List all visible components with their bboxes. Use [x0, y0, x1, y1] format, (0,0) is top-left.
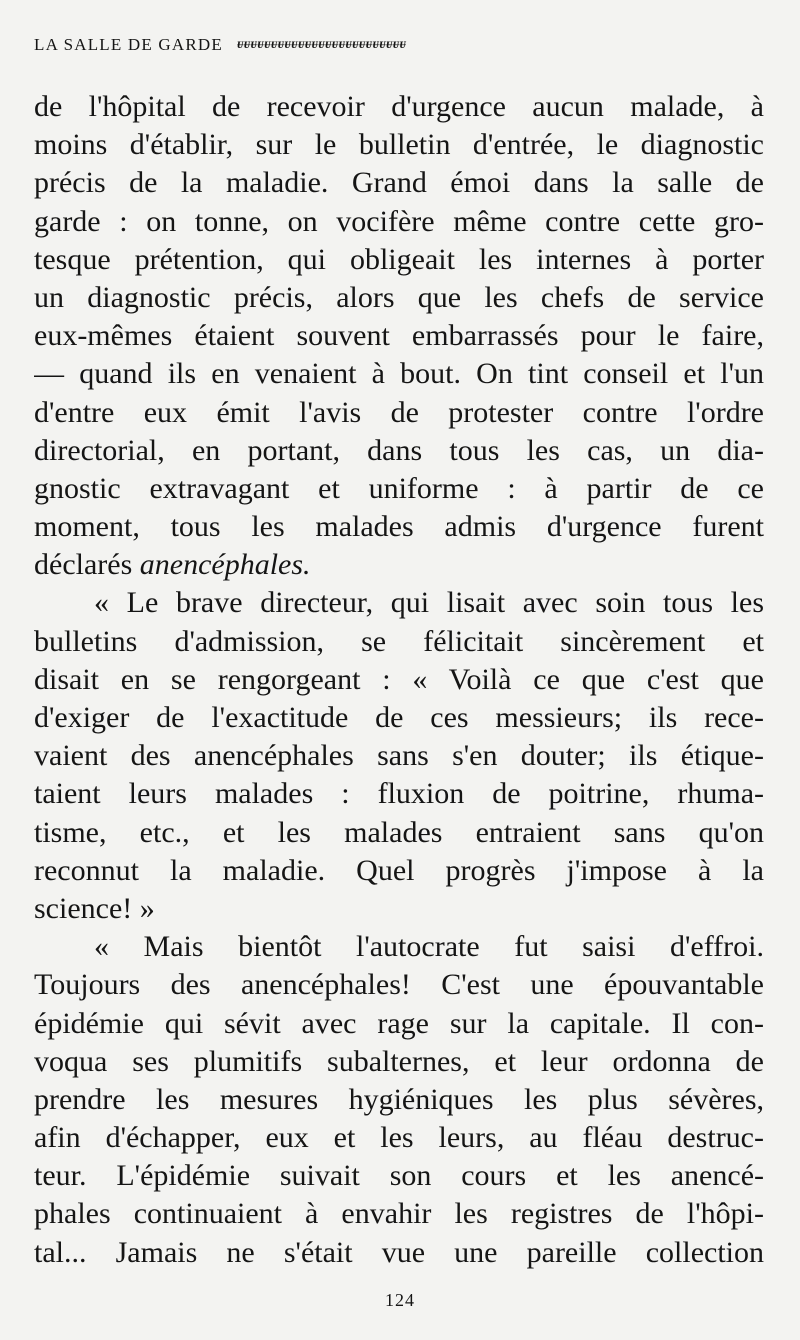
- text-line: de l'hôpital de recevoir d'urgence aucun malade, à: [34, 90, 764, 123]
- text-line: moins d'établir, sur le bulletin d'entrée, le diagnostic: [34, 128, 764, 162]
- text-line: eux-mêmes étaient souvent embarrassés pour le faire,: [34, 319, 764, 353]
- text-line: épidémie qui sévit avec rage sur la capitale. Il con-: [34, 1006, 764, 1040]
- italic-term: anencéphales.: [139, 548, 311, 582]
- running-title: LA SALLE DE GARDE: [34, 35, 223, 54]
- text-line: prendre les mesures hygiéniques les plus sévères,: [34, 1082, 764, 1116]
- ornamental-rule: ᵾᵾᵾᵾᵾᵾᵾᵾᵾᵾᵾᵾᵾᵾᵾᵾᵾᵾᵾᵾᵾᵾᵾᵾᵾ: [236, 37, 407, 52]
- text-line: d'entre eux émit l'avis de protester contre l'ordre: [34, 395, 764, 429]
- running-header: [34, 34, 764, 56]
- text-line: directorial, en portant, dans tous les cas, un dia-: [34, 433, 764, 467]
- page-number: 124: [385, 1290, 415, 1310]
- text-line: bulletins d'admission, se félicitait sincèrement et: [34, 624, 764, 658]
- page-text: [34, 88, 764, 1272]
- text-line: garde : on tonne, on vocifère même contre cette gro-: [34, 204, 764, 238]
- text-line: tesque prétention, qui obligeait les internes à porter: [34, 242, 764, 276]
- text-line: moment, tous les malades admis d'urgence furent: [34, 510, 764, 544]
- text-line: teur. L'épidémie suivait son cours et les anencé-: [34, 1159, 764, 1193]
- text-line: science! »: [34, 891, 155, 925]
- text-line: d'exiger de l'exactitude de ces messieurs; ils rece-: [34, 701, 764, 734]
- text-line: un diagnostic précis, alors que les chefs de service: [34, 280, 764, 314]
- text-line: [34, 546, 764, 584]
- text-line: voqua ses plumitifs subalternes, et leur ordonna de: [34, 1044, 764, 1078]
- text-line-start: déclarés: [34, 548, 140, 582]
- text-line: Toujours des anencéphales! C'est une épouvantable: [34, 968, 764, 1002]
- text-line: afin d'échapper, eux et les leurs, au fléau destruc-: [34, 1121, 764, 1155]
- paragraph-first-line: « Le brave directeur, qui lisait avec soin tous les: [94, 586, 764, 620]
- paragraph-first-line: « Mais bientôt l'autocrate fut saisi d'effroi.: [94, 930, 764, 964]
- text-line: taient leurs malades : fluxion de poitrine, rhuma-: [34, 777, 764, 811]
- text-line: tal... Jamais ne s'était vue une pareille collection: [34, 1235, 764, 1269]
- text-line: vaient des anencéphales sans s'en douter; ils étique-: [34, 739, 764, 773]
- text-line: disait en se rengorgeant : « Voilà ce que c'est que: [34, 662, 764, 696]
- text-line: — quand ils en venaient à bout. On tint conseil et l'un: [34, 357, 764, 391]
- text-line: reconnut la maladie. Quel progrès j'impose à la: [34, 853, 764, 887]
- text-line: phales continuaient à envahir les registres de l'hôpi-: [34, 1197, 764, 1231]
- text-line: précis de la maladie. Grand émoi dans la salle de: [34, 166, 764, 200]
- text-line: gnostic extravagant et uniforme : à partir de ce: [34, 471, 764, 505]
- text-line: tisme, etc., et les malades entraient sans qu'on: [34, 815, 764, 849]
